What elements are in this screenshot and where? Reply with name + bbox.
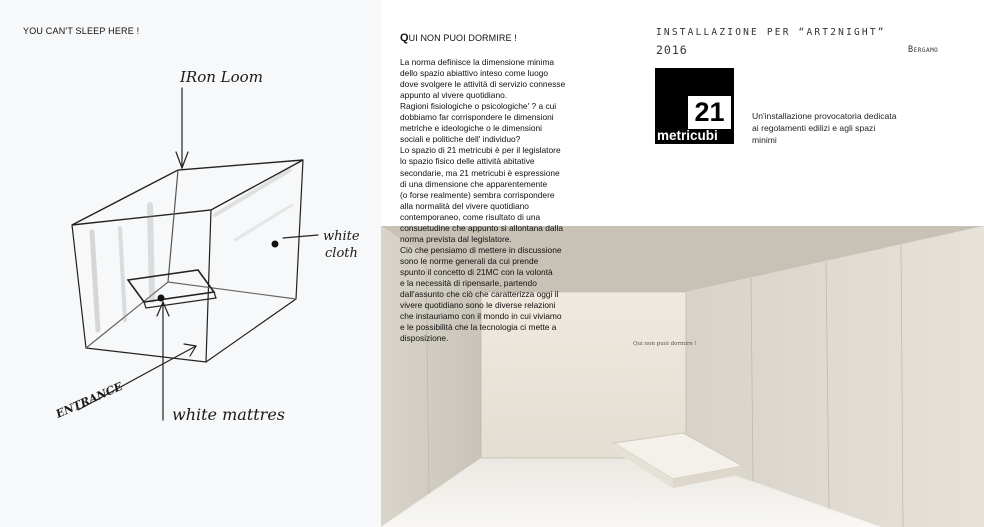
mattress-marker (158, 295, 165, 302)
installation-caption: Un'installazione provocatoria dedicata ai regolamenti edilizi e agli spazi minimi (752, 111, 897, 145)
installation-header: INSTALLAZIONE PER “ART2NIGHT” (656, 27, 886, 38)
logo-21-metricubi (655, 68, 734, 144)
label-white-cloth-1: white (323, 229, 360, 244)
sketch-drawing (0, 0, 381, 527)
article-title (400, 33, 600, 44)
article-title-initial: Q (400, 32, 409, 44)
sketch-panel (0, 0, 381, 527)
article (400, 33, 600, 344)
article-body: La norma definisce la dimensione minima dello spazio abiattivo inteso come luogo dove svolgere le attività di servizio connesse appunto al vivere quotidiano. Ragioni fisiologiche o psicologiche' ? a cui dobbiamo far corrispondere le dimensioni metriche e ideologiche o le dimensioni sociali e politiche dell' individuo? Lo spazio di 21 metricubi è per il legislatore lo spazio fisico delle attività abitative secondarie, ma 21 metricubi è espressione di una dimensione che apparentemente (o forse realmente) sembra corrispondere alla normalità del vivere quotidiano contemporaneo, come risultato di una consuetudine che appunto si allontana dalla norma prevista dal legislatore. Ciò che pensiamo di mettere in discussione sono le norme generali da cui prende spunto il concetto di 21MC con la volontà e la necessità di ripensarle, partendo dall'assunto che ciò che caratterizza oggi il vivere quotidiano sono le diverse relazioni che instauriamo con il mondo in cui viviamo e le possibilità che la tecnologia ci mette a disposizione. (400, 57, 566, 344)
cube-sketch (72, 88, 318, 420)
logo-number: 21 (688, 96, 731, 129)
sketch-title: YOU CAN'T SLEEP HERE ! (23, 26, 140, 36)
article-title-rest: UI NON PUOI DORMIRE ! (408, 33, 517, 43)
year: 2016 (656, 43, 688, 57)
city: Bergamo (908, 45, 939, 55)
label-iron-loom: IRon Loom (180, 68, 263, 86)
photo-wall-text: Qui non puoi dormire ! (633, 341, 697, 347)
logo-text: metricubi (657, 128, 718, 143)
cloth-marker (272, 241, 279, 248)
label-white-mattress: white mattres (172, 405, 285, 424)
label-white-cloth-2: cloth (325, 246, 358, 261)
label-entrance: ENTRANCE (53, 379, 125, 421)
